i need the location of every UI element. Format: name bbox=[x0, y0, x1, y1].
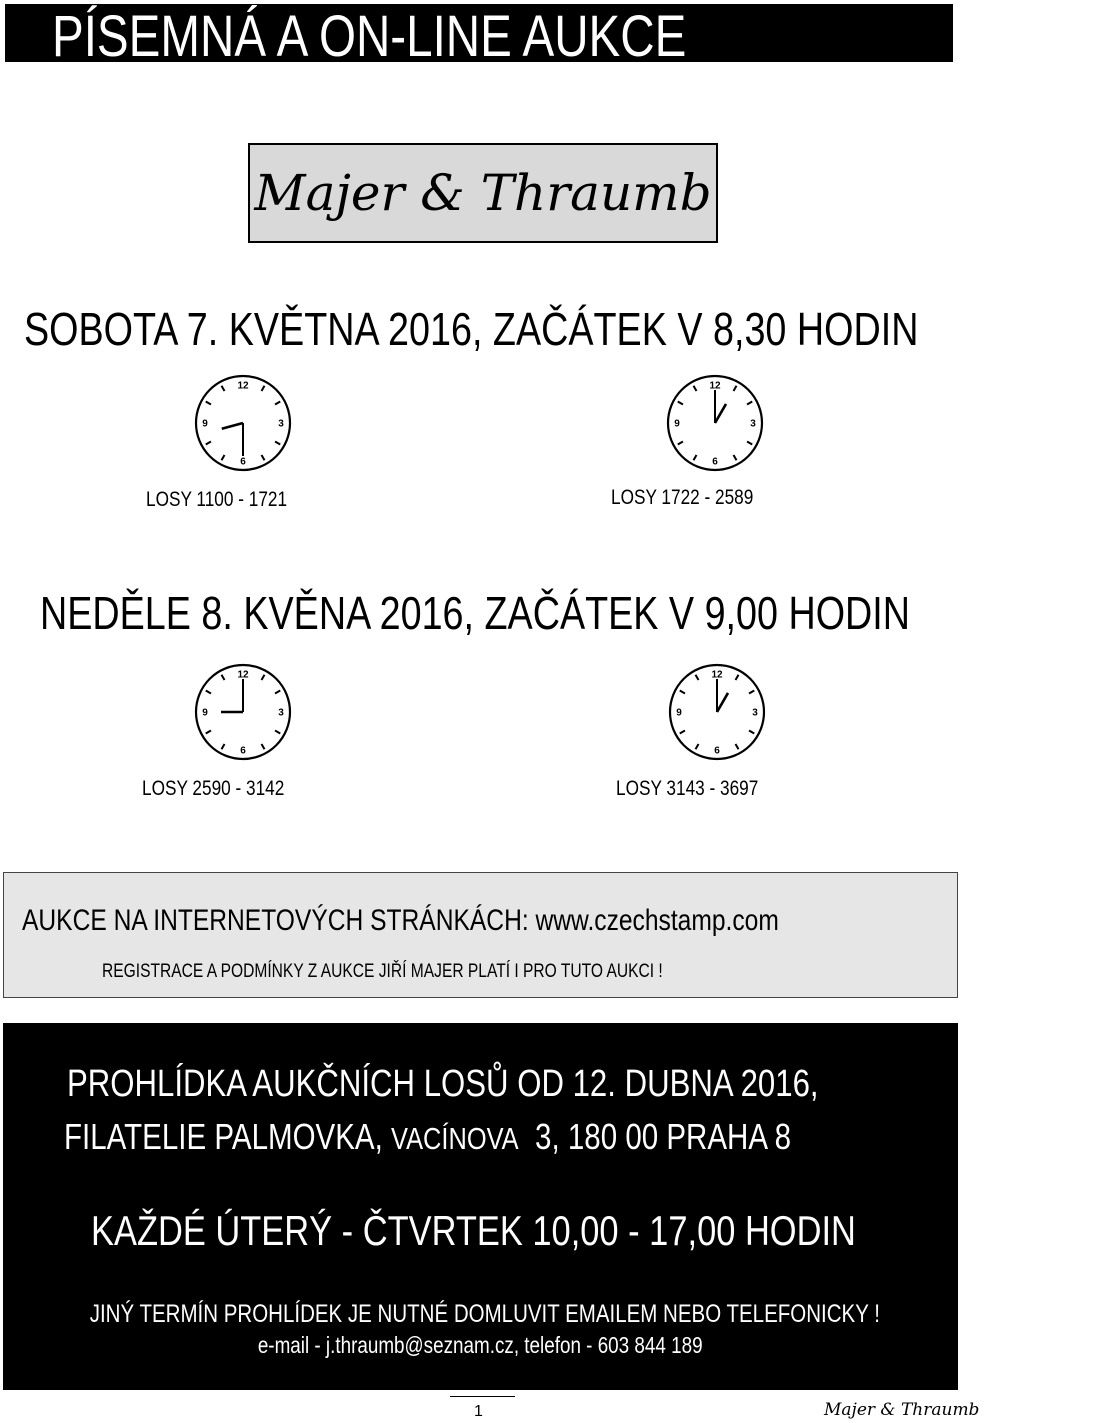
clock-number: 6 bbox=[712, 456, 718, 468]
clock-number: 12 bbox=[711, 669, 723, 681]
day1-heading bbox=[24, 304, 1115, 354]
clock-number: 9 bbox=[676, 707, 682, 719]
day2-session1-lots bbox=[142, 777, 316, 801]
viewing-address-city: 3, 180 00 PRAHA 8 bbox=[535, 1116, 792, 1157]
day2-heading-text: NEDĚLE 8. KVĚNA 2016, ZAČÁTEK V 9,00 HODIN bbox=[40, 587, 911, 639]
viewing-hours-text: KAŽDÉ ÚTERÝ - ČTVRTEK 10,00 - 17,00 HODIN bbox=[91, 1207, 856, 1254]
registration-note bbox=[102, 961, 786, 983]
viewing-address bbox=[64, 1116, 951, 1160]
contact-info bbox=[3, 1331, 958, 1359]
clock-icon-day2-session1 bbox=[193, 662, 293, 762]
clock-number: 9 bbox=[202, 707, 208, 719]
viewing-address-text bbox=[64, 1116, 791, 1160]
clock-number: 3 bbox=[752, 707, 758, 719]
internet-auction-box bbox=[3, 872, 958, 998]
clock-icon-day1-session1 bbox=[193, 373, 293, 473]
day2-session2-lots-text: LOSY 3143 - 3697 bbox=[616, 777, 759, 800]
day1-session1-lots bbox=[146, 488, 318, 512]
day2-session2-lots bbox=[616, 777, 790, 801]
clock-number: 12 bbox=[237, 380, 249, 392]
viewing-dates-text: PROHLÍDKA AUKČNÍCH LOSŮ OD 12. DUBNA 2016, bbox=[67, 1063, 819, 1105]
clock-number: 12 bbox=[709, 380, 721, 392]
clock-number: 6 bbox=[240, 456, 246, 468]
clock-number: 9 bbox=[202, 418, 208, 430]
viewing-hours bbox=[91, 1208, 1024, 1254]
logo-box bbox=[248, 143, 718, 243]
logo-text: Majer & Thraumb bbox=[254, 164, 712, 222]
page-title: PÍSEMNÁ A ON-LINE AUKCE bbox=[52, 4, 687, 69]
footer-logo: Majer & Thraumb bbox=[824, 1400, 980, 1420]
clock-number: 6 bbox=[714, 745, 720, 757]
clock-number: 6 bbox=[240, 745, 246, 757]
footer-divider bbox=[450, 1396, 515, 1397]
clock-number: 3 bbox=[750, 418, 756, 430]
contact-info-text: e-mail - j.thraumb@seznam.cz, telefon - 603 844 189 bbox=[258, 1332, 703, 1358]
registration-note-text: REGISTRACE A PODMÍNKY Z AUKCE JIŘÍ MAJER PLATÍ I PRO TUTO AUKCI ! bbox=[102, 961, 663, 982]
day2-heading bbox=[40, 588, 1101, 638]
day2-session1-lots-text: LOSY 2590 - 3142 bbox=[142, 777, 285, 800]
day1-heading-text: SOBOTA 7. KVĚTNA 2016, ZAČÁTEK V 8,30 HODIN bbox=[24, 303, 919, 355]
viewing-address-place: FILATELIE PALMOVKA, bbox=[64, 1116, 383, 1157]
viewing-info-box bbox=[3, 1023, 958, 1390]
viewing-alternative-note-text: JINÝ TERMÍN PROHLÍDEK JE NUTNÉ DOMLUVIT EMAILEM NEBO TELEFONICKY ! bbox=[89, 1300, 880, 1328]
day1-session2-lots-text: LOSY 1722 - 2589 bbox=[611, 486, 754, 509]
day1-session1-lots-text: LOSY 1100 - 1721 bbox=[146, 488, 288, 511]
clock-number: 3 bbox=[278, 707, 284, 719]
clock-number: 9 bbox=[674, 418, 680, 430]
clock-number: 3 bbox=[278, 418, 284, 430]
internet-auction-line bbox=[22, 904, 945, 938]
viewing-dates bbox=[67, 1063, 984, 1105]
clock-number: 12 bbox=[237, 669, 249, 681]
page-number: 1 bbox=[474, 1403, 483, 1420]
title-banner bbox=[5, 4, 953, 69]
viewing-alternative-note bbox=[3, 1299, 958, 1329]
day1-session2-lots bbox=[611, 486, 785, 510]
viewing-address-street: VACÍNOVA bbox=[391, 1121, 519, 1156]
clock-icon-day2-session2 bbox=[667, 662, 767, 762]
clock-icon-day1-session2 bbox=[665, 373, 765, 473]
internet-auction-text: AUKCE NA INTERNETOVÝCH STRÁNKÁCH: www.czechstamp.com bbox=[22, 904, 779, 937]
